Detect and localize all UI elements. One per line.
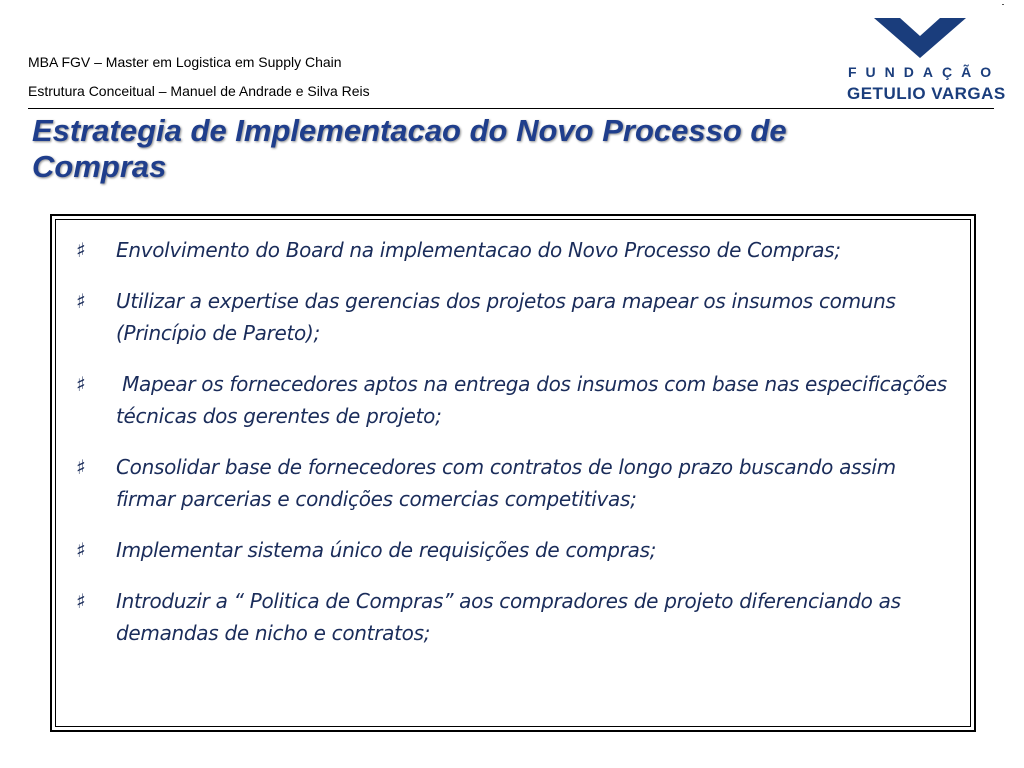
bullet-sharp-icon: ♯ bbox=[76, 538, 86, 562]
bullet-text: Envolvimento do Board na implementacao do Novo Processo de Compras; bbox=[116, 238, 841, 262]
fgv-logo bbox=[842, 14, 1006, 106]
list-item bbox=[72, 285, 952, 349]
fgv-logo-mark-icon bbox=[874, 14, 966, 60]
corner-mark bbox=[1002, 4, 1004, 5]
bullet-text: Implementar sistema único de requisições de compras; bbox=[116, 538, 657, 562]
list-item bbox=[72, 234, 952, 266]
bullet-sharp-icon: ♯ bbox=[76, 289, 86, 313]
bullet-sharp-icon: ♯ bbox=[76, 238, 86, 262]
slide-title: Estrategia de Implementacao do Novo Processo de Compras bbox=[32, 113, 787, 184]
header-course-line: MBA FGV – Master em Logistica em Supply Chain bbox=[28, 54, 342, 70]
list-item bbox=[72, 368, 952, 432]
header-divider bbox=[28, 108, 994, 109]
list-item bbox=[72, 585, 952, 649]
bullet-text: Utilizar a expertise das gerencias dos projetos para mapear os insumos comuns (Princípio de Pareto); bbox=[116, 289, 896, 345]
bullet-list bbox=[72, 234, 952, 668]
list-item bbox=[72, 534, 952, 566]
header-subtitle-line: Estrutura Conceitual – Manuel de Andrade e Silva Reis bbox=[28, 83, 370, 99]
bullet-sharp-icon: ♯ bbox=[76, 455, 86, 479]
list-item bbox=[72, 451, 952, 515]
bullet-text: Mapear os fornecedores aptos na entrega dos insumos com base nas especificações técnicas dos gerentes de projeto; bbox=[116, 372, 953, 428]
content-box bbox=[50, 214, 976, 732]
bullet-text: Introduzir a “ Politica de Compras” aos compradores de projeto diferenciando as demandas de nicho e contratos; bbox=[116, 589, 901, 645]
bullet-sharp-icon: ♯ bbox=[76, 372, 86, 396]
logo-text-fundacao: FUNDAÇÃO bbox=[848, 64, 1001, 80]
content-box-inner bbox=[55, 219, 971, 727]
bullet-text: Consolidar base de fornecedores com contratos de longo prazo buscando assim firmar parcerias e condições comercias competitivas; bbox=[116, 455, 896, 511]
logo-text-getulio-vargas: GETULIO VARGAS bbox=[847, 84, 1006, 103]
bullet-sharp-icon: ♯ bbox=[76, 589, 86, 613]
